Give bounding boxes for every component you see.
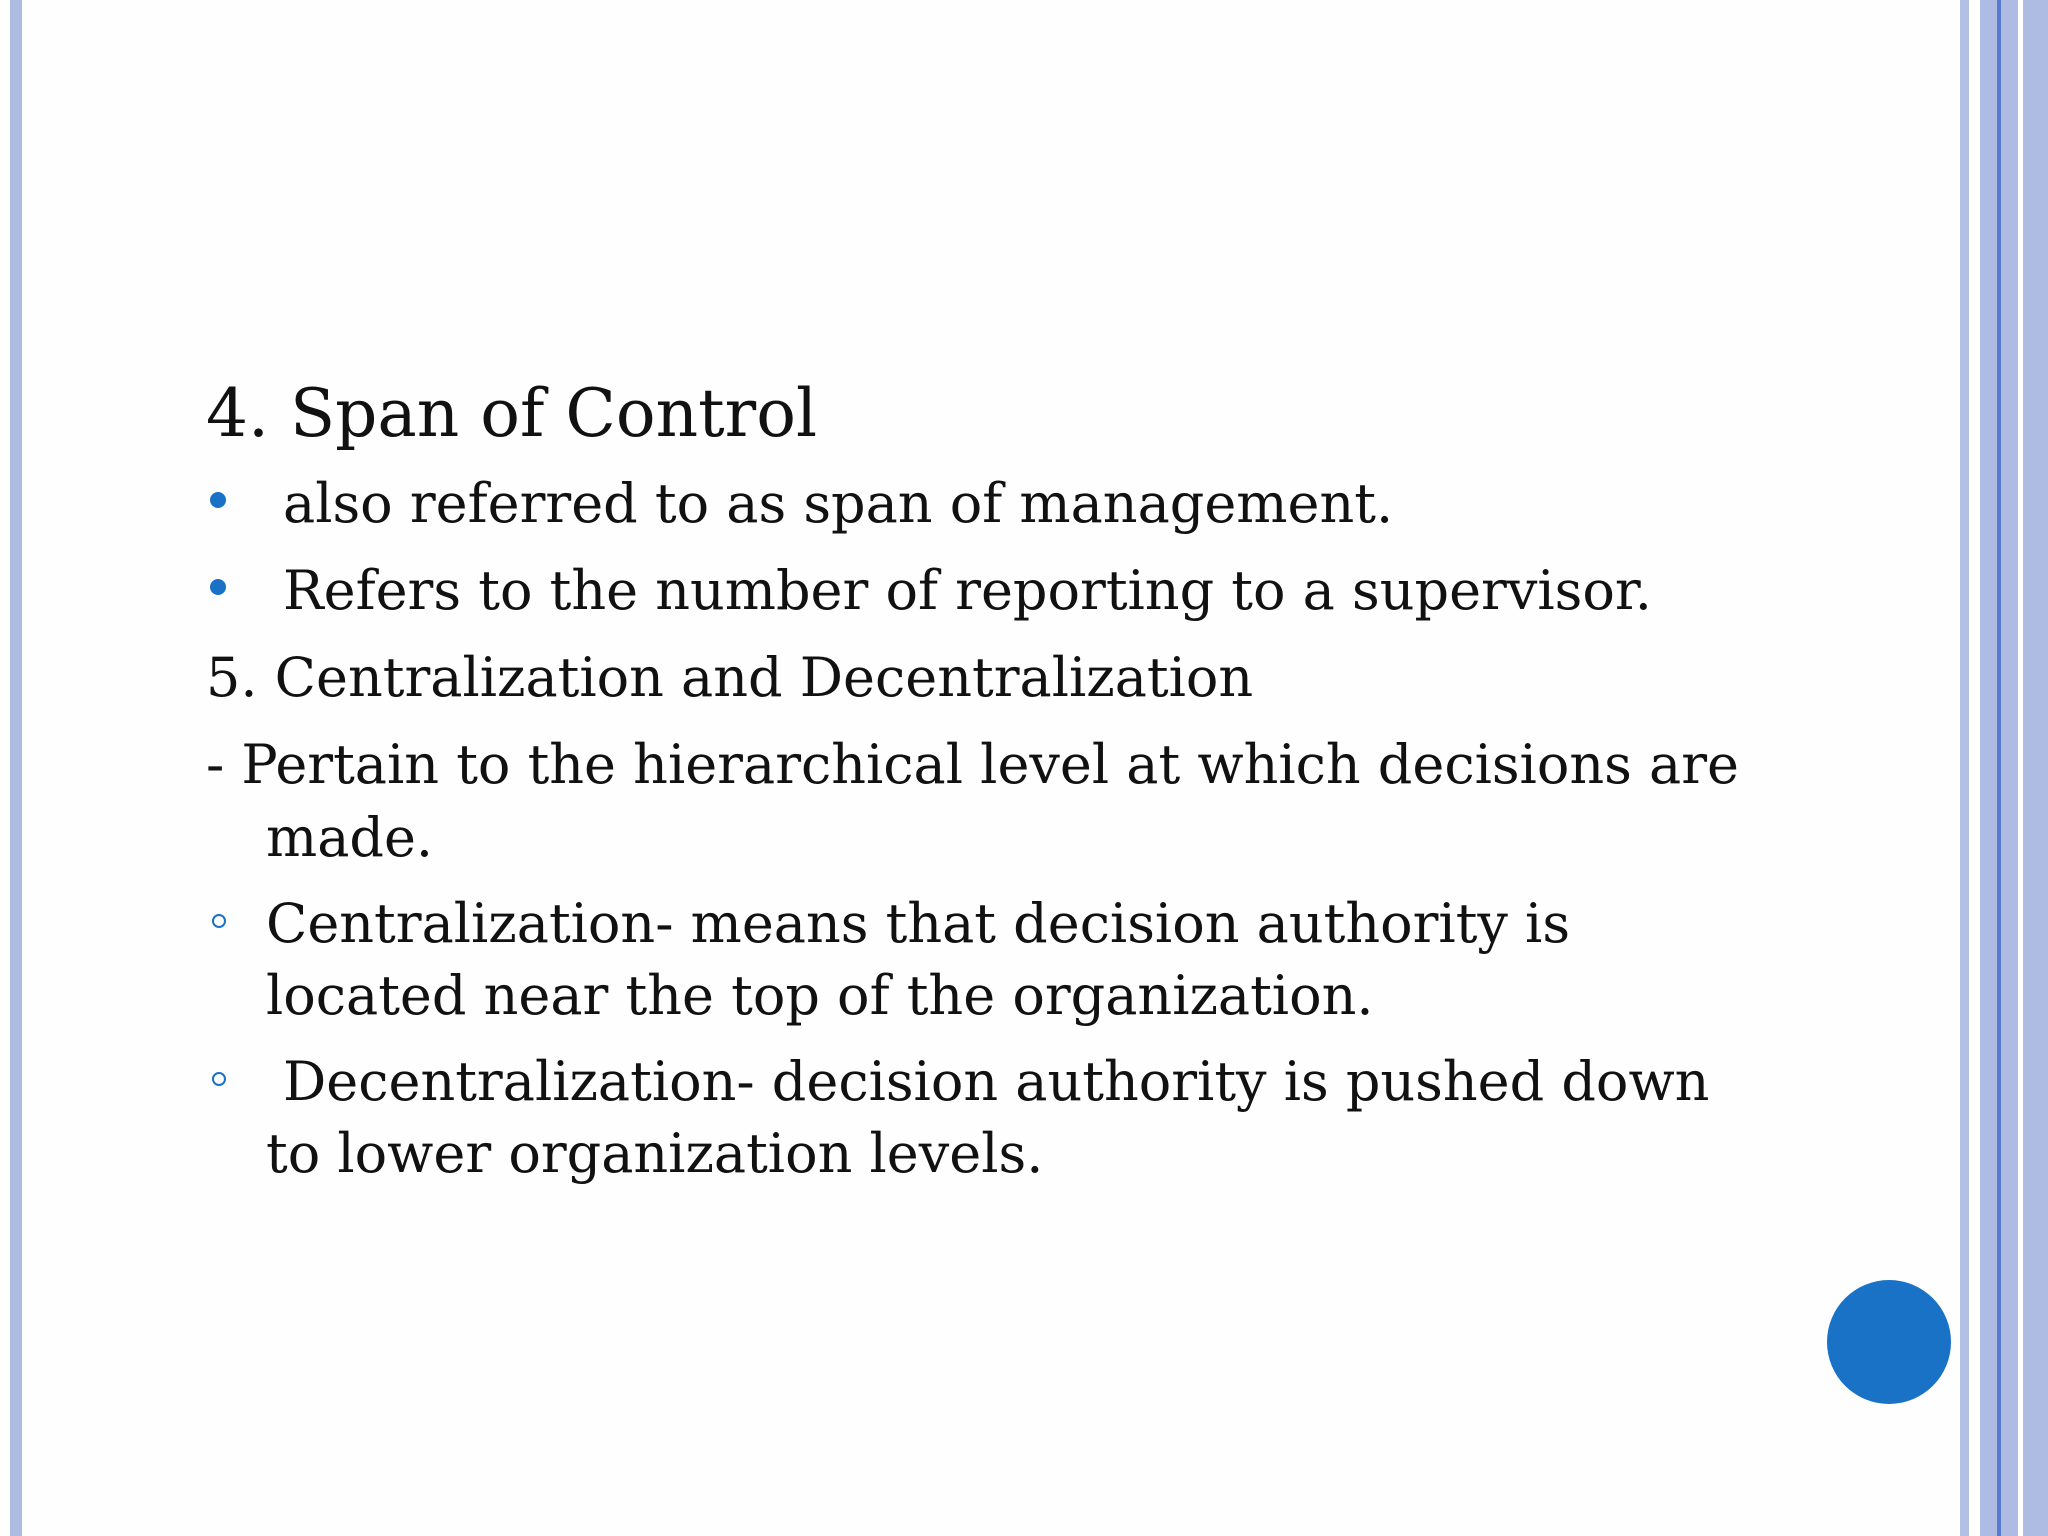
decorative-circle — [1827, 1280, 1951, 1404]
dash-item-line: - Pertain to the hierarchical level at which decisions are — [206, 733, 1739, 796]
sub-item-line: located near the top of the organization. — [266, 964, 1374, 1027]
section-heading: 5. Centralization and Decentralization — [206, 646, 1254, 709]
bullet-item: also referred to as span of management. — [283, 472, 1394, 535]
slide-heading: 4. Span of Control — [206, 375, 818, 452]
bullet-dot-icon — [210, 492, 226, 508]
dash-item-line: made. — [266, 806, 434, 869]
bullet-item: Refers to the number of reporting to a supervisor. — [283, 559, 1652, 622]
sub-item-line: to lower organization levels. — [266, 1122, 1044, 1185]
sub-item-line: Centralization- means that decision authority is — [266, 892, 1571, 955]
bullet-dot-icon — [210, 579, 226, 595]
bullet-ring-icon — [212, 914, 226, 928]
sub-item-line: Decentralization- decision authority is pushed down — [283, 1050, 1710, 1113]
bullet-ring-icon — [212, 1072, 226, 1086]
